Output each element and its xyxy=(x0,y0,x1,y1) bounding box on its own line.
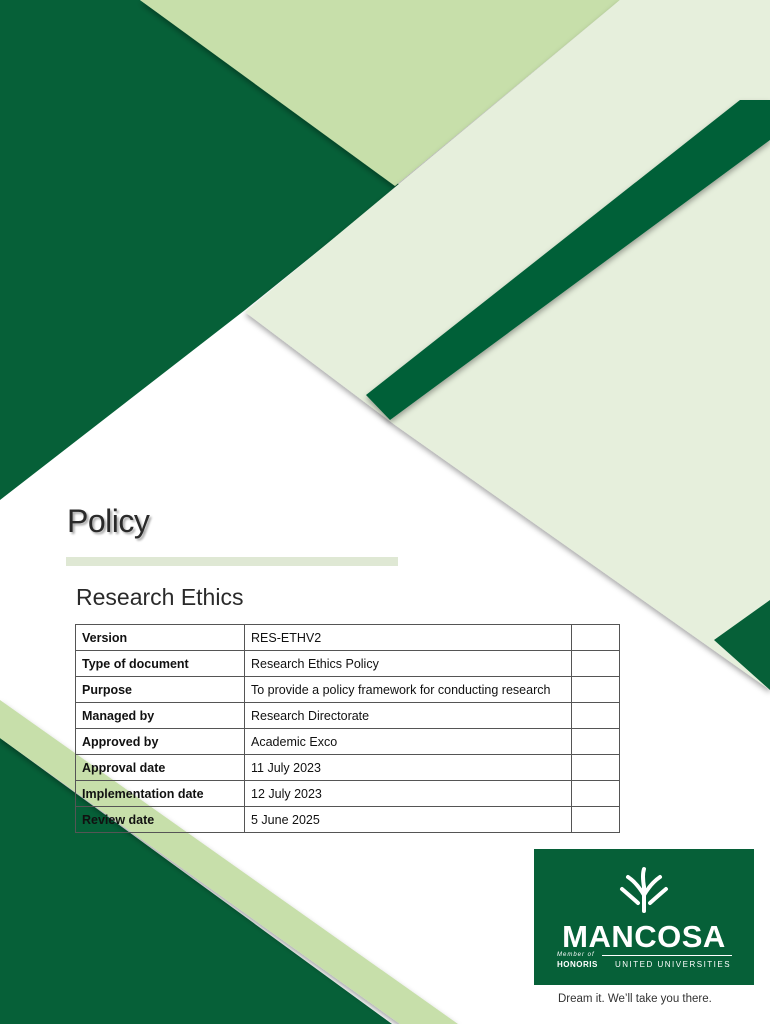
detail-empty-cell xyxy=(572,755,620,781)
detail-row xyxy=(76,651,620,677)
logo-divider xyxy=(602,955,732,956)
detail-value: Research Directorate xyxy=(245,703,572,729)
detail-value: 11 July 2023 xyxy=(245,755,572,781)
logo-member-of: Member of xyxy=(557,952,595,958)
logo-wordmark: MANCOSA xyxy=(562,919,726,954)
detail-value: 5 June 2025 xyxy=(245,807,572,833)
policy-subject: Research Ethics xyxy=(76,584,244,610)
detail-empty-cell xyxy=(572,625,620,651)
detail-row xyxy=(76,703,620,729)
detail-empty-cell xyxy=(572,729,620,755)
detail-value: To provide a policy framework for conducting research xyxy=(245,677,572,703)
policy-details-table xyxy=(75,624,620,833)
detail-value: 12 July 2023 xyxy=(245,781,572,807)
detail-label: Approved by xyxy=(76,729,245,755)
detail-row xyxy=(76,677,620,703)
detail-label: Review date xyxy=(76,807,245,833)
logo-united-universities: UNITED UNIVERSITIES xyxy=(615,960,732,969)
detail-row xyxy=(76,781,620,807)
detail-empty-cell xyxy=(572,703,620,729)
detail-label: Type of document xyxy=(76,651,245,677)
title-underline xyxy=(66,557,398,566)
mancosa-logo xyxy=(534,849,754,985)
detail-label: Purpose xyxy=(76,677,245,703)
detail-row xyxy=(76,807,620,833)
page-title: Policy xyxy=(67,503,150,539)
mancosa-emblem-icon xyxy=(619,865,669,915)
detail-empty-cell xyxy=(572,651,620,677)
detail-label: Approval date xyxy=(76,755,245,781)
detail-label: Implementation date xyxy=(76,781,245,807)
detail-row xyxy=(76,729,620,755)
tagline: Dream it. We’ll take you there. xyxy=(558,993,712,1005)
detail-empty-cell xyxy=(572,781,620,807)
detail-empty-cell xyxy=(572,677,620,703)
detail-value: Academic Exco xyxy=(245,729,572,755)
detail-empty-cell xyxy=(572,807,620,833)
detail-row xyxy=(76,755,620,781)
detail-value: RES-ETHV2 xyxy=(245,625,572,651)
detail-row xyxy=(76,625,620,651)
detail-value: Research Ethics Policy xyxy=(245,651,572,677)
logo-honoris: HONORIS xyxy=(557,960,598,969)
detail-label: Managed by xyxy=(76,703,245,729)
detail-label: Version xyxy=(76,625,245,651)
